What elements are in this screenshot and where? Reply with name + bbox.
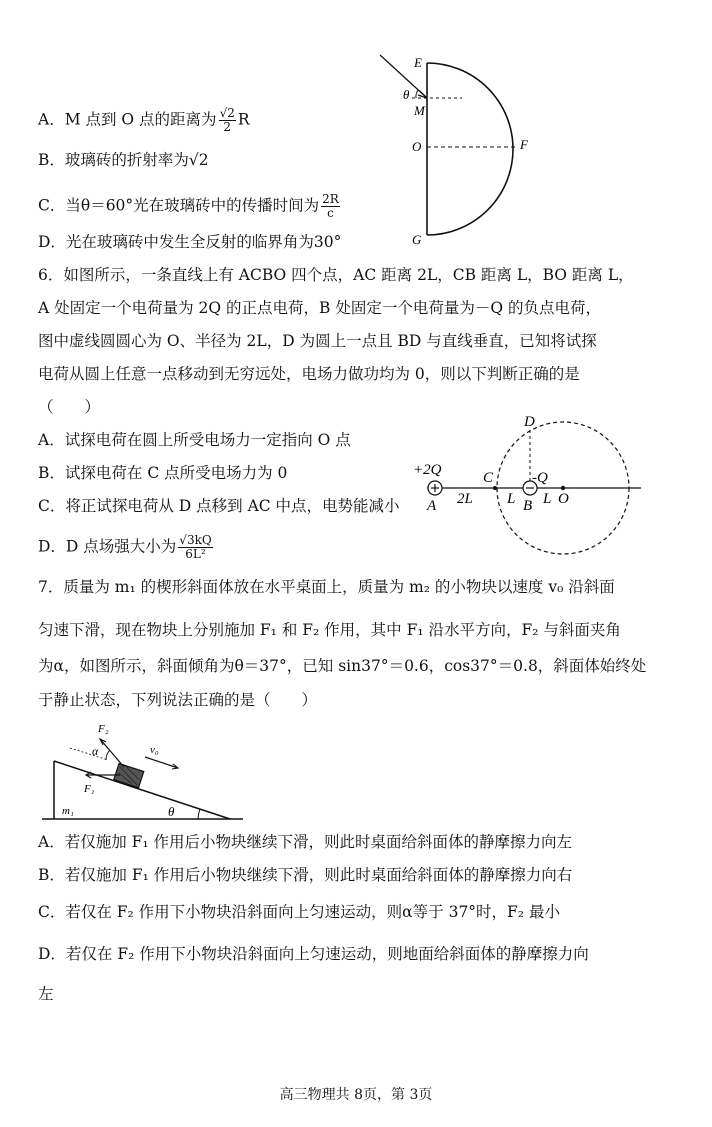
fraction-numerator: 2R <box>322 192 339 206</box>
q6-label-2l: 2L <box>457 491 473 507</box>
q5-option-a <box>38 107 250 134</box>
q6-option-b: B．试探电荷在 C 点所受电场力为 0 <box>38 464 288 482</box>
q6-option-d-pre: D．D 点场强大小为 <box>38 537 177 556</box>
q7-label-v0: v₀ <box>150 744 159 756</box>
q5-label-m: M <box>414 103 425 118</box>
q5-option-c <box>38 193 342 220</box>
q5-label-e: E <box>414 55 422 70</box>
q7-option-d-line-1: D．若仅在 F₂ 作用下小物块沿斜面向上匀速运动，则地面给斜面体的静摩擦力向 <box>38 945 589 963</box>
q6-figure <box>405 410 645 560</box>
q6-option-d-fraction <box>178 534 212 561</box>
q5-label-f: F <box>520 137 528 152</box>
q6-label-l1: L <box>507 491 516 507</box>
fraction-numerator: √2 <box>219 106 235 120</box>
q6-stem-line-3: 图中虚线圆圆心为 O、半径为 2L，D 为圆上一点且 BD 与直线垂直，已知将试探 <box>38 332 597 350</box>
q6-option-a: A．试探电荷在圆上所受电场力一定指向 O 点 <box>38 431 351 449</box>
q6-stem-line-1: 6．如图所示，一条直线上有 ACBO 四个点，AC 距离 2L，CB 距离 L，BO 距离 L， <box>38 266 634 284</box>
fraction-denominator: 6L² <box>185 547 206 561</box>
q7-label-m1: m₁ <box>62 805 74 817</box>
q5-option-c-pre: C．当θ＝60°光在玻璃砖中的传播时间为 <box>38 196 320 215</box>
q7-label-f2: F₂ <box>98 723 109 735</box>
q7-figure <box>40 715 245 827</box>
q7-label-theta: θ <box>168 804 175 819</box>
q6-stem-line-2: A 处固定一个电荷量为 2Q 的正点电荷，B 处固定一个电荷量为－Q 的负点电荷， <box>38 299 601 317</box>
q6-option-d <box>38 534 215 561</box>
q7-stem-line-1: 7．质量为 m₁ 的楔形斜面体放在水平桌面上，质量为 m₂ 的小物块以速度 v₀ 沿斜面 <box>38 578 615 596</box>
q5-option-c-fraction <box>321 193 340 220</box>
q5-option-a-post: R <box>237 110 250 129</box>
q7-option-d-line-2: 左 <box>38 985 54 1003</box>
fraction-denominator: 2 <box>223 120 232 134</box>
fraction-numerator: √3kQ <box>179 533 212 547</box>
q5-label-g: G <box>412 232 422 247</box>
q5-figure <box>370 45 540 250</box>
q7-option-a: A．若仅施加 F₁ 作用后小物块继续下滑，则此时桌面给斜面体的静摩擦力向左 <box>38 833 573 851</box>
q6-answer-paren: （ ） <box>38 398 101 416</box>
q7-label-alpha: α <box>92 744 99 758</box>
q7-stem-line-3: 为α，如图所示，斜面倾角为θ＝37°，已知 sin37°＝0.6，cos37°＝0.8，斜面体始终处 <box>38 657 647 675</box>
q7-option-c: C．若仅在 F₂ 作用下小物块沿斜面向上匀速运动，则α等于 37°时，F₂ 最小 <box>38 903 560 921</box>
q6-stem-line-4: 电荷从圆上任意一点移动到无穷远处，电场力做功均为 0，则以下判断正确的是 <box>38 365 580 383</box>
q6-label-minusq: -Q <box>532 470 548 486</box>
q7-option-b: B．若仅施加 F₁ 作用后小物块继续下滑，则此时桌面给斜面体的静摩擦力向右 <box>38 866 573 884</box>
q6-label-b: B <box>523 498 533 514</box>
q6-label-a: A <box>427 498 437 514</box>
q7-stem-line-4: 于静止状态，下列说法正确的是（ ） <box>38 691 318 709</box>
page-footer: 高三物理共 8页，第 3页 <box>279 1087 433 1103</box>
fraction-denominator: c <box>327 206 334 220</box>
q5-option-a-pre: A．M 点到 O 点的距离为 <box>38 110 217 129</box>
q5-label-theta: θ <box>403 87 410 102</box>
q5-option-d: D．光在玻璃砖中发生全反射的临界角为30° <box>38 233 342 251</box>
q6-label-plus2q: +2Q <box>413 462 442 478</box>
q6-label-o: O <box>558 491 569 507</box>
q6-option-c: C．将正试探电荷从 D 点移到 AC 中点，电势能减小 <box>38 497 400 515</box>
q5-option-a-fraction <box>219 107 236 134</box>
q5-label-o: O <box>412 139 422 154</box>
q6-label-l2: L <box>543 491 552 507</box>
q6-label-d: D <box>524 414 535 430</box>
q5-option-b: B．玻璃砖的折射率为√2 <box>38 151 209 169</box>
q6-label-c: C <box>483 470 494 486</box>
q7-label-f1: F₁ <box>84 783 95 795</box>
q7-stem-line-2: 匀速下滑，现在物块上分别施加 F₁ 和 F₂ 作用，其中 F₁ 沿水平方向，F₂ 与斜面夹角 <box>38 621 621 639</box>
